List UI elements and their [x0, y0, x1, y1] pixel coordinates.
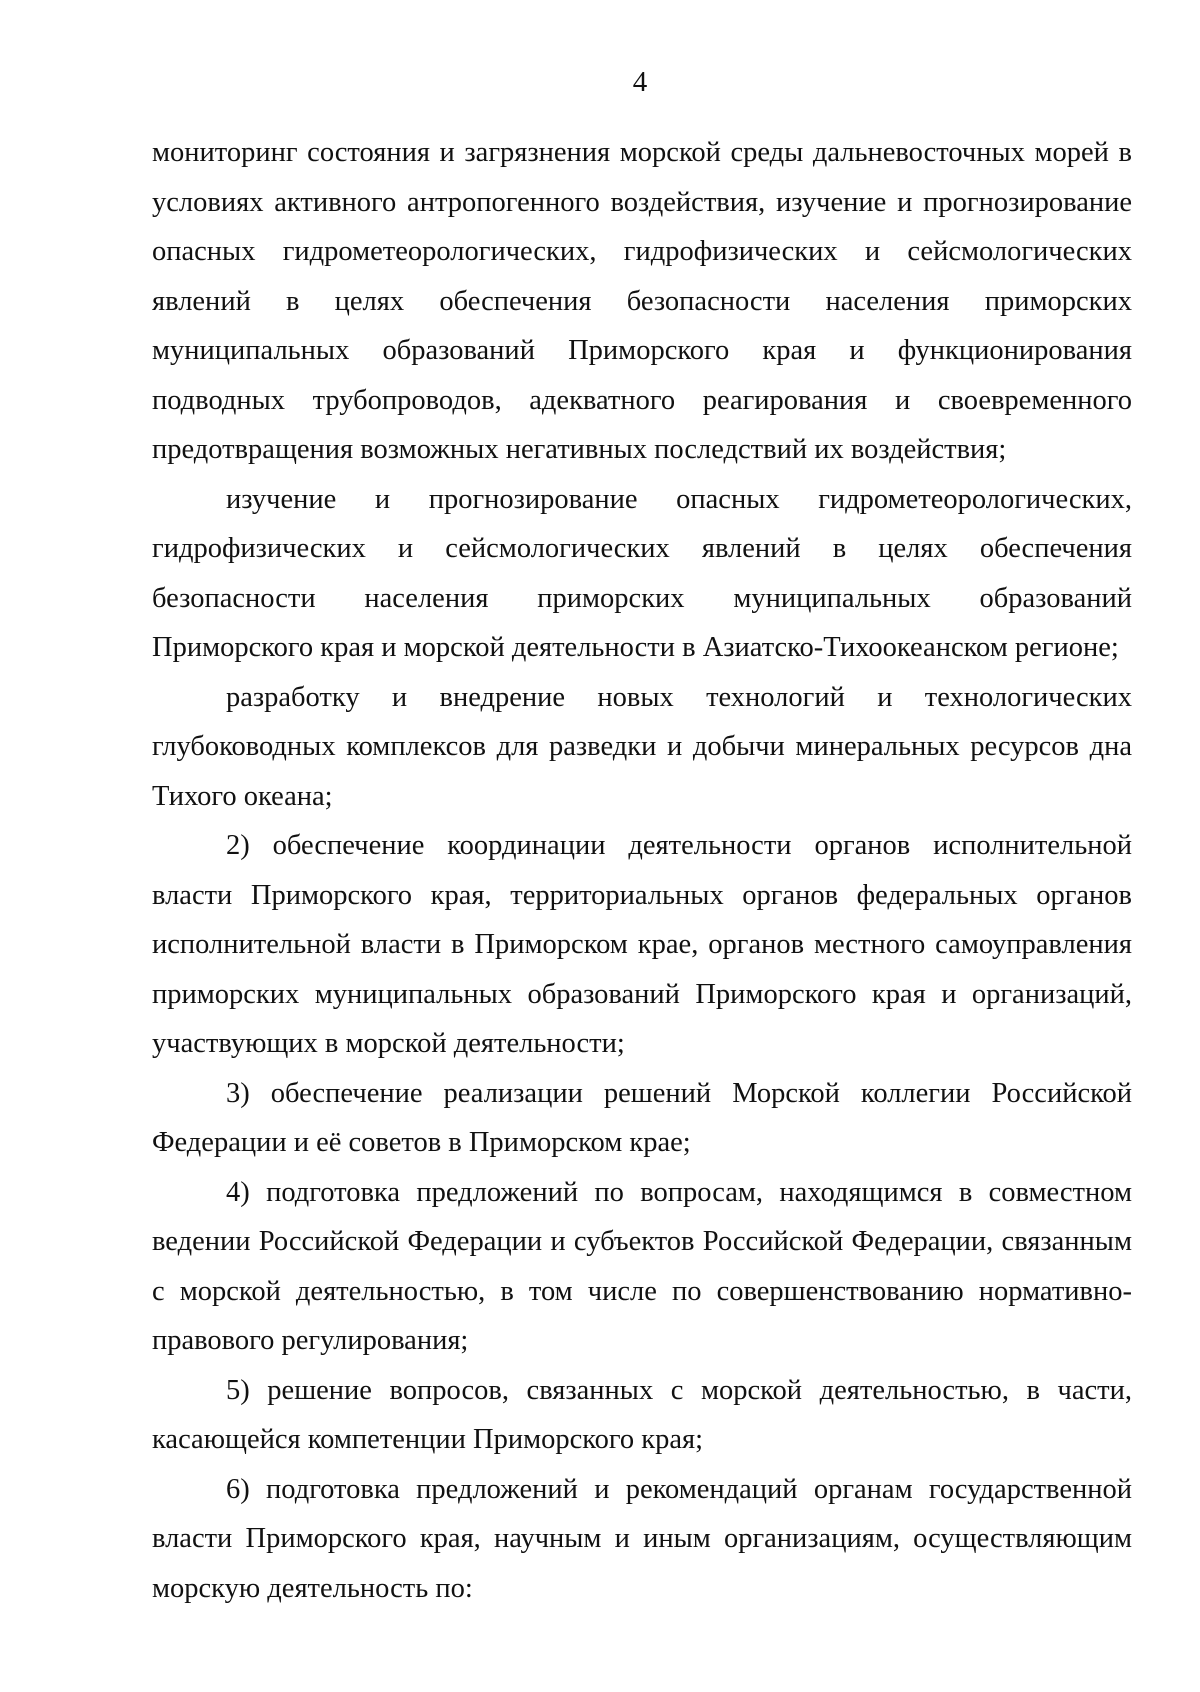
paragraph-item-4: 4) подготовка предложений по вопросам, находящимся в совместном ведении Российской Федерации и субъектов Российской Федерации, связанным с морской деятельностью, в том числе по совершенствованию нормативно-правового регулирования; — [152, 1176, 1132, 1356]
page-number: 4 — [632, 66, 648, 98]
paragraph-item-6: 6) подготовка предложений и рекомендаций органам государственной власти Приморского края, научным и иным организациям, осуществляющим морскую деятельность по: — [152, 1473, 1132, 1604]
document-body — [152, 128, 1132, 1613]
paragraph-item-5: 5) решение вопросов, связанных с морской деятельностью, в части, касающейся компетенции Приморского края; — [152, 1374, 1132, 1455]
paragraph-new-technologies: разработку и внедрение новых технологий и технологических глубоководных комплексов для разведки и добычи минеральных ресурсов дна Тихого океана; — [152, 681, 1132, 812]
paragraph-item-3: 3) обеспечение реализации решений Морской коллегии Российской Федерации и её советов в Приморском крае; — [152, 1077, 1132, 1158]
paragraph-item-2: 2) обеспечение координации деятельности органов исполнительной власти Приморского края, территориальных органов федеральных органов исполнительной власти в Приморском крае, органов местного самоуправления приморских муниципальных образований Приморского края и организаций, участвующих в морской деятельности; — [152, 830, 1132, 1059]
paragraph-study-forecasting: изучение и прогнозирование опасных гидрометеорологических, гидрофизических и сейсмологических явлений в целях обеспечения безопасности населения приморских муниципальных образований Приморского края и морской деятельности в Азиатско-Тихоокеанском регионе; — [152, 483, 1132, 663]
paragraph-monitoring: мониторинг состояния и загрязнения морской среды дальневосточных морей в условиях активного антропогенного воздействия, изучение и прогнозирование опасных гидрометеорологических, гидрофизических и сейсмологических явлений в целях обеспечения безопасности населения приморских муниципальных образований Приморского края и функционирования подводных трубопроводов, адекватного реагирования и своевременного предотвращения возможных негативных последствий их воздействия; — [152, 137, 1132, 465]
